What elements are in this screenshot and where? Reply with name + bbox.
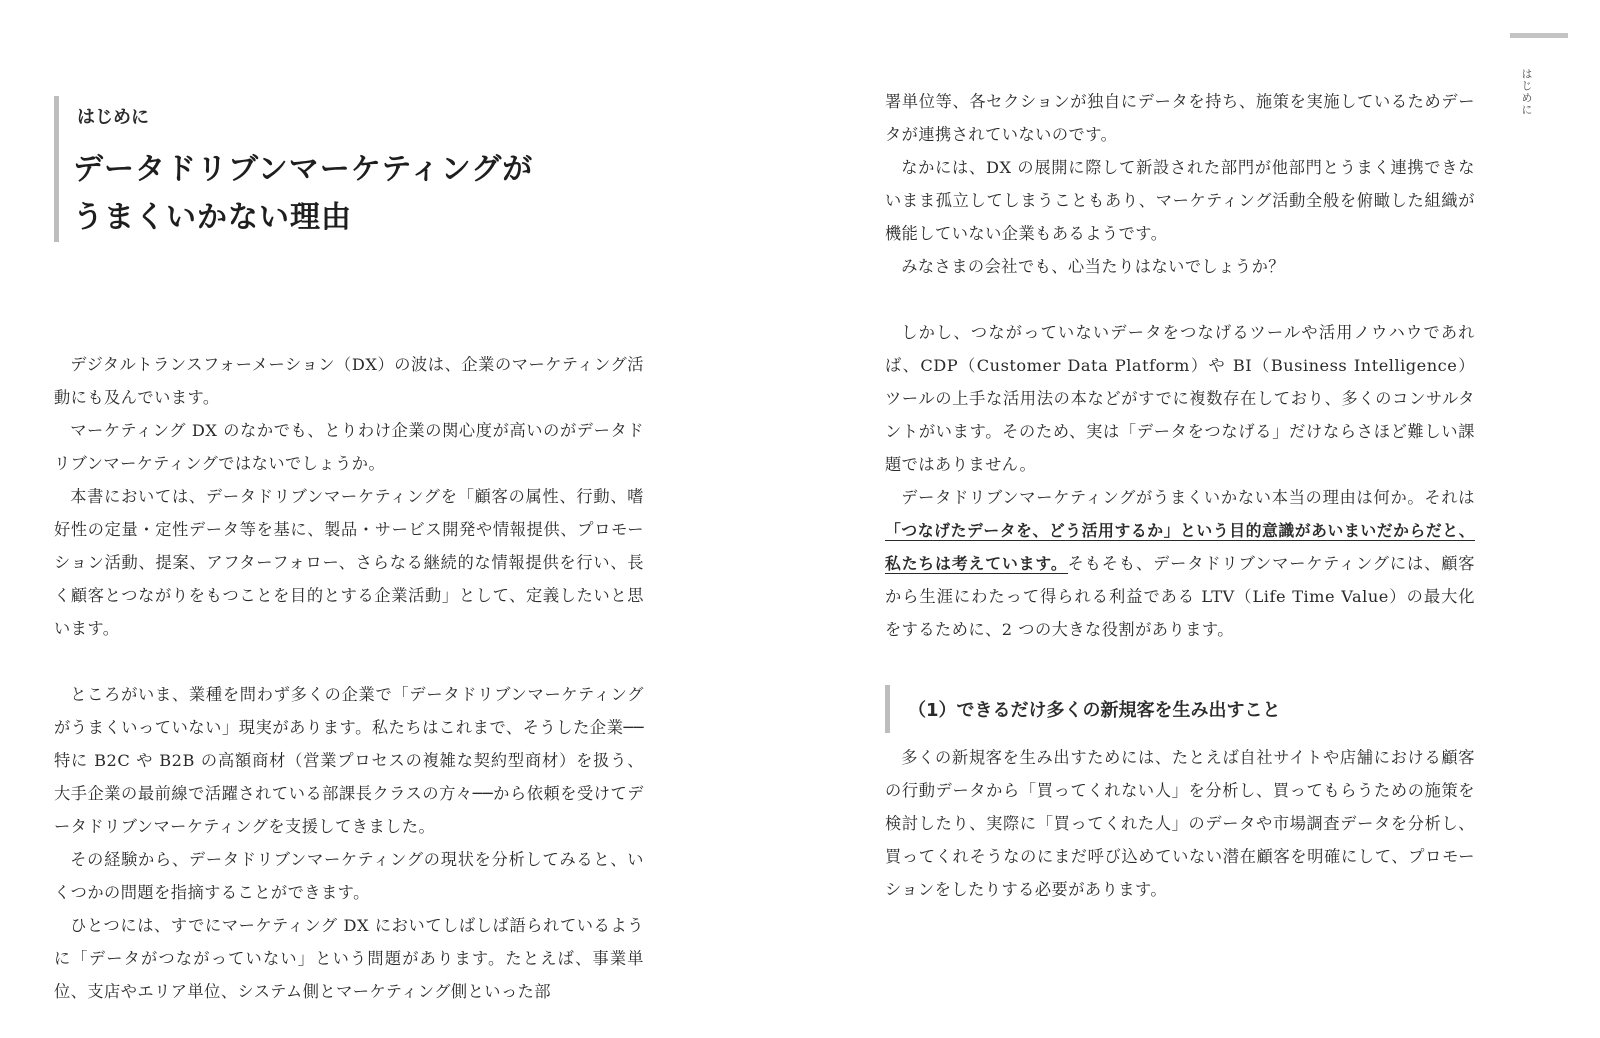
paragraph: 本書においては、データドリブンマーケティングを「顧客の属性、行動、嗜好性の定量・定性データ等を基に、製品・サービス開発や情報提供、プロモーション活動、提案、アフターフォロー、さらなる継続的な情報提供を行い、長く顧客とつながりをもつことを目的とする企業活動」として、定義したいと思います。	[54, 487, 644, 638]
left-body-text	[54, 348, 644, 1008]
paragraph: 署単位等、各セクションが独自にデータを持ち、施策を実施しているためデータが連携されていないのです。	[885, 92, 1475, 144]
paragraph: マーケティング DX のなかでも、とりわけ企業の関心度が高いのがデータドリブンマーケティングではないでしょうか。	[54, 421, 644, 473]
reason-intro: データドリブンマーケティングがうまくいかない本当の理由は何か。それは	[901, 488, 1475, 507]
paragraph: しかし、つながっていないデータをつなげるツールや活用ノウハウであれば、CDP（Customer Data Platform）や BI（Business Intelligence）ツールの上手な活用法の本などがすでに複数存在しており、多くのコンサルタントがいます。そのため、実は「データをつなげる」だけならさほど難しい課題ではありません。	[885, 323, 1475, 474]
reason-paragraph	[885, 481, 1475, 646]
emphasis-text: 「つなげたデータを、どう活用するか」という目的意識があいまいだからだと、私たちは考えています。	[885, 521, 1475, 573]
side-tab-marker	[1510, 33, 1568, 38]
section-heading: （1）できるだけ多くの新規客を生み出すこと	[885, 685, 1281, 733]
chapter-title	[73, 146, 533, 242]
paragraph: なかには、DX の展開に際して新設された部門が他部門とうまく連携できないまま孤立してしまうこともあり、マーケティング活動全般を俯瞰した組織が機能していない企業もあるようです。	[885, 158, 1475, 243]
reason-rest: そもそも、データドリブンマーケティングには、顧客から生涯にわたって得られる利益である LTV（Life Time Value）の最大化をするために、2 つの大きな役割があります。	[885, 554, 1475, 639]
chapter-title-line2: うまくいかない理由	[73, 200, 352, 235]
chapter-label: はじめに	[77, 107, 149, 128]
chapter-title-line1: データドリブンマーケティングが	[73, 152, 534, 187]
right-body-text-bottom	[885, 741, 1475, 906]
paragraph: みなさまの会社でも、心当たりはないでしょうか？	[901, 257, 1285, 276]
left-page	[0, 0, 780, 1038]
paragraph: ところがいま、業種を問わず多くの企業で「データドリブンマーケティングがうまくいっていない」現実があります。私たちはこれまで、そうした企業──特に B2C や B2B の高額商材（営業プロセスの複雑な契約型商材）を扱う、大手企業の最前線で活躍されている部課長クラスの方々──から依頼を受けてデータドリブンマーケティングを支援してきました。	[54, 685, 644, 836]
paragraph: デジタルトランスフォーメーション（DX）の波は、企業のマーケティング活動にも及んでいます。	[54, 355, 644, 407]
paragraph: ひとつには、すでにマーケティング DX においてしばしば語られているように「データがつながっていない」という問題があります。たとえば、事業単位、支店やエリア単位、システム側とマーケティング側といった部	[54, 916, 644, 1001]
right-page	[800, 0, 1600, 1038]
chapter-heading	[54, 96, 537, 242]
running-head: はじめに	[1520, 68, 1533, 116]
right-body-text-top	[885, 85, 1475, 646]
paragraph: 多くの新規客を生み出すためには、たとえば自社サイトや店舗における顧客の行動データから「買ってくれない人」を分析し、買ってもらうための施策を検討したり、実際に「買ってくれた人」のデータや市場調査データを分析し、買ってくれそうなのにまだ呼び込めていない潜在顧客を明確にして、プロモーションをしたりする必要があります。	[885, 748, 1475, 899]
paragraph: その経験から、データドリブンマーケティングの現状を分析してみると、いくつかの問題を指摘することができます。	[54, 850, 644, 902]
